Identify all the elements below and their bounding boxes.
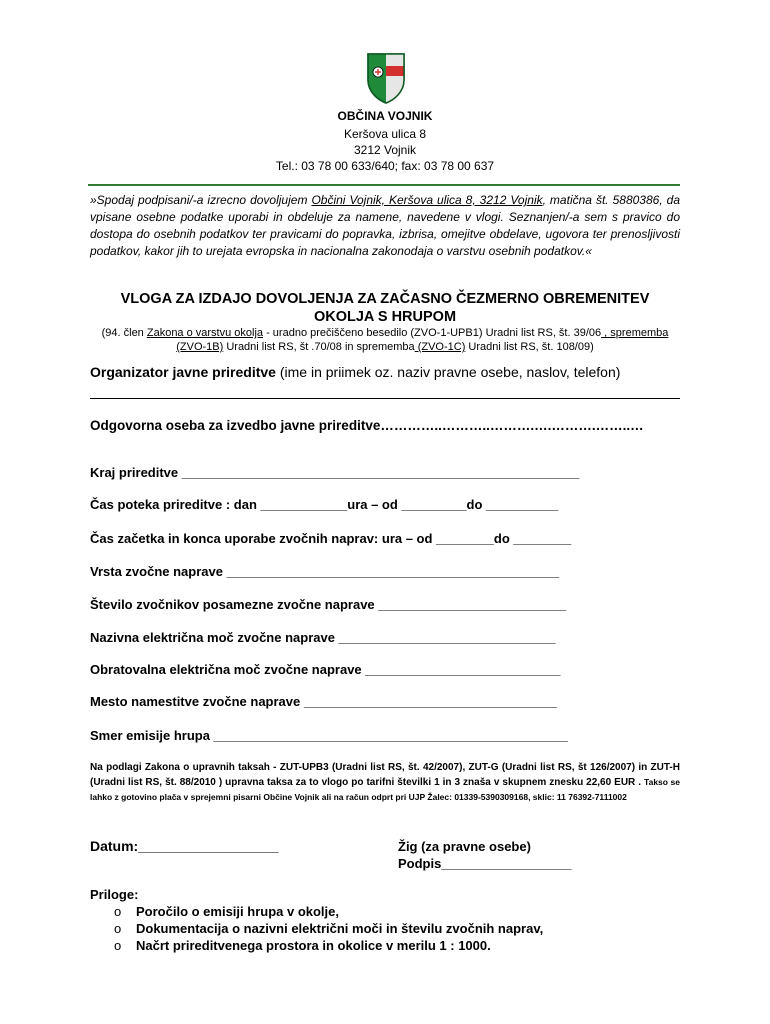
event-location-field[interactable]: Kraj prireditve _______________________________________________________: [90, 465, 580, 480]
gdpr-consent-statement: [90, 192, 680, 260]
form-title: [90, 290, 680, 326]
form-title-line1: VLOGA ZA IZDAJO DOVOLJENJA ZA ZAČASNO ČEZMERNO OBREMENITEV: [120, 291, 650, 307]
legal-text-g: (ZVO-1C): [414, 341, 466, 353]
consent-text-start: »Spodaj podpisani/-a izrecno dovoljujem: [90, 193, 312, 207]
consent-text-rest: , matična št. 5880386, da vpisane osebne podatke uporabi in obdeluje za namene, navedene v vlogi. Seznanjen/-a sem s pravico do dostopa do osebnih podatkov ter pravicami do popravka, izbrisa, omejitve obdelave, ugovora ter prenosljivosti podatkov, kakor jih to urejata evropska in nacionalna zakonodaja o varstvu osebnih podatkov.«: [90, 193, 680, 258]
stamp-label: Žig (za pravne osebe): [398, 839, 531, 854]
speaker-count-field[interactable]: Število zvočnikov posamezne zvočne naprave __________________________: [90, 597, 567, 612]
administrative-fee-notice: [90, 761, 680, 805]
form-title-line2: OKOLJA S HRUPOM: [313, 309, 457, 325]
bullet-icon: o: [114, 904, 122, 919]
bullet-icon: o: [114, 938, 122, 953]
date-field[interactable]: Datum:__________________: [90, 838, 279, 854]
fee-main-text: Na podlagi Zakona o upravnih taksah - ZUT-UPB3 (Uradni list RS, št. 42/2007), ZUT-G (Uradni list RS, št 126/2007) in ZUT-H (Uradni list RS, št. 88/2010 ) upravna taksa za to vlogo po tarifni številki 1 in 3 znaša v skupnem znesku 22,60 EUR .: [90, 762, 680, 788]
legal-basis: [90, 326, 680, 354]
attachment-noise-report: Poročilo o emisiji hrupa v okolje,: [136, 904, 339, 919]
legal-text-f: Uradni list RS, št .70/08 in sprememba: [223, 341, 415, 353]
municipality-street: Keršova ulica 8: [343, 127, 427, 141]
municipality-city: 3212 Vojnik: [353, 143, 417, 157]
attachments-title: Priloge:: [90, 887, 139, 902]
nominal-power-field[interactable]: Nazivna električna moč zvočne naprave ______________________________: [90, 630, 556, 645]
vojnik-coat-of-arms-logo: [366, 52, 406, 104]
responsible-person-field[interactable]: Odgovorna oseba za izvedbo javne prireditve…………..………..……….….……….……..…: [90, 418, 644, 433]
header-divider: [88, 184, 680, 186]
organizer-field-label: [90, 364, 620, 380]
attachment-site-plan: Načrt prireditvenega prostora in okolice v merilu 1 : 1000.: [136, 938, 491, 953]
consent-address-underlined: Občini Vojnik, Keršova ulica 8, 3212 Vojnik: [311, 193, 543, 207]
organizer-label: Organizator javne prireditve: [90, 364, 276, 380]
operating-power-field[interactable]: Obratovalna električna moč zvočne naprave ___________________________: [90, 662, 561, 677]
noise-direction-field[interactable]: Smer emisije hrupa _________________________________________________: [90, 728, 568, 743]
municipality-contact: Tel.: 03 78 00 633/640; fax: 03 78 00 637: [275, 159, 495, 173]
list-item: [114, 903, 543, 920]
municipality-name: OBČINA VOJNIK: [337, 109, 433, 123]
attachments-list: [90, 903, 543, 954]
list-item: [114, 920, 543, 937]
attachment-power-docs: Dokumentacija o nazivni električni moči in številu zvočnih naprav,: [136, 921, 544, 936]
legal-text-d: , sprememba: [601, 327, 669, 339]
legal-text-h: Uradni list RS, št. 108/09): [465, 341, 594, 353]
event-duration-field[interactable]: Čas poteka prireditve : dan ____________ura – od _________do __________: [90, 497, 559, 512]
organizer-hint: (ime in priimek oz. naziv pravne osebe, naslov, telefon): [275, 364, 621, 380]
device-placement-field[interactable]: Mesto namestitve zvočne naprave ___________________________________: [90, 694, 557, 709]
fee-payment-text: Takso se lahko z gotovino plača v sprejemni pisarni Občine Vojnik ali na račun odprt pri UJP Žalec: 01339-5390309168, sklic: 11 76392-7111002: [90, 777, 680, 802]
legal-text-c: - uradno prečiščeno besedilo (ZVO-1-UPB1) Uradni list RS, št. 39/06: [263, 327, 602, 339]
signature-field[interactable]: Podpis__________________: [398, 856, 572, 871]
bullet-icon: o: [114, 921, 122, 936]
signature-block: [398, 838, 571, 872]
organizer-input-line[interactable]: [90, 398, 680, 399]
attachments-section: [90, 886, 543, 954]
sound-device-type-field[interactable]: Vrsta zvočne naprave ______________________________________________: [90, 564, 560, 579]
list-item: [114, 937, 543, 954]
legal-text-e: (ZVO-1B): [176, 341, 224, 353]
legal-text-a: (94. člen: [101, 327, 147, 339]
legal-link-zakon: Zakona o varstvu okolja: [146, 327, 264, 339]
sound-device-time-field[interactable]: Čas začetka in konca uporabe zvočnih naprav: ura – od ________do ________: [90, 531, 572, 546]
